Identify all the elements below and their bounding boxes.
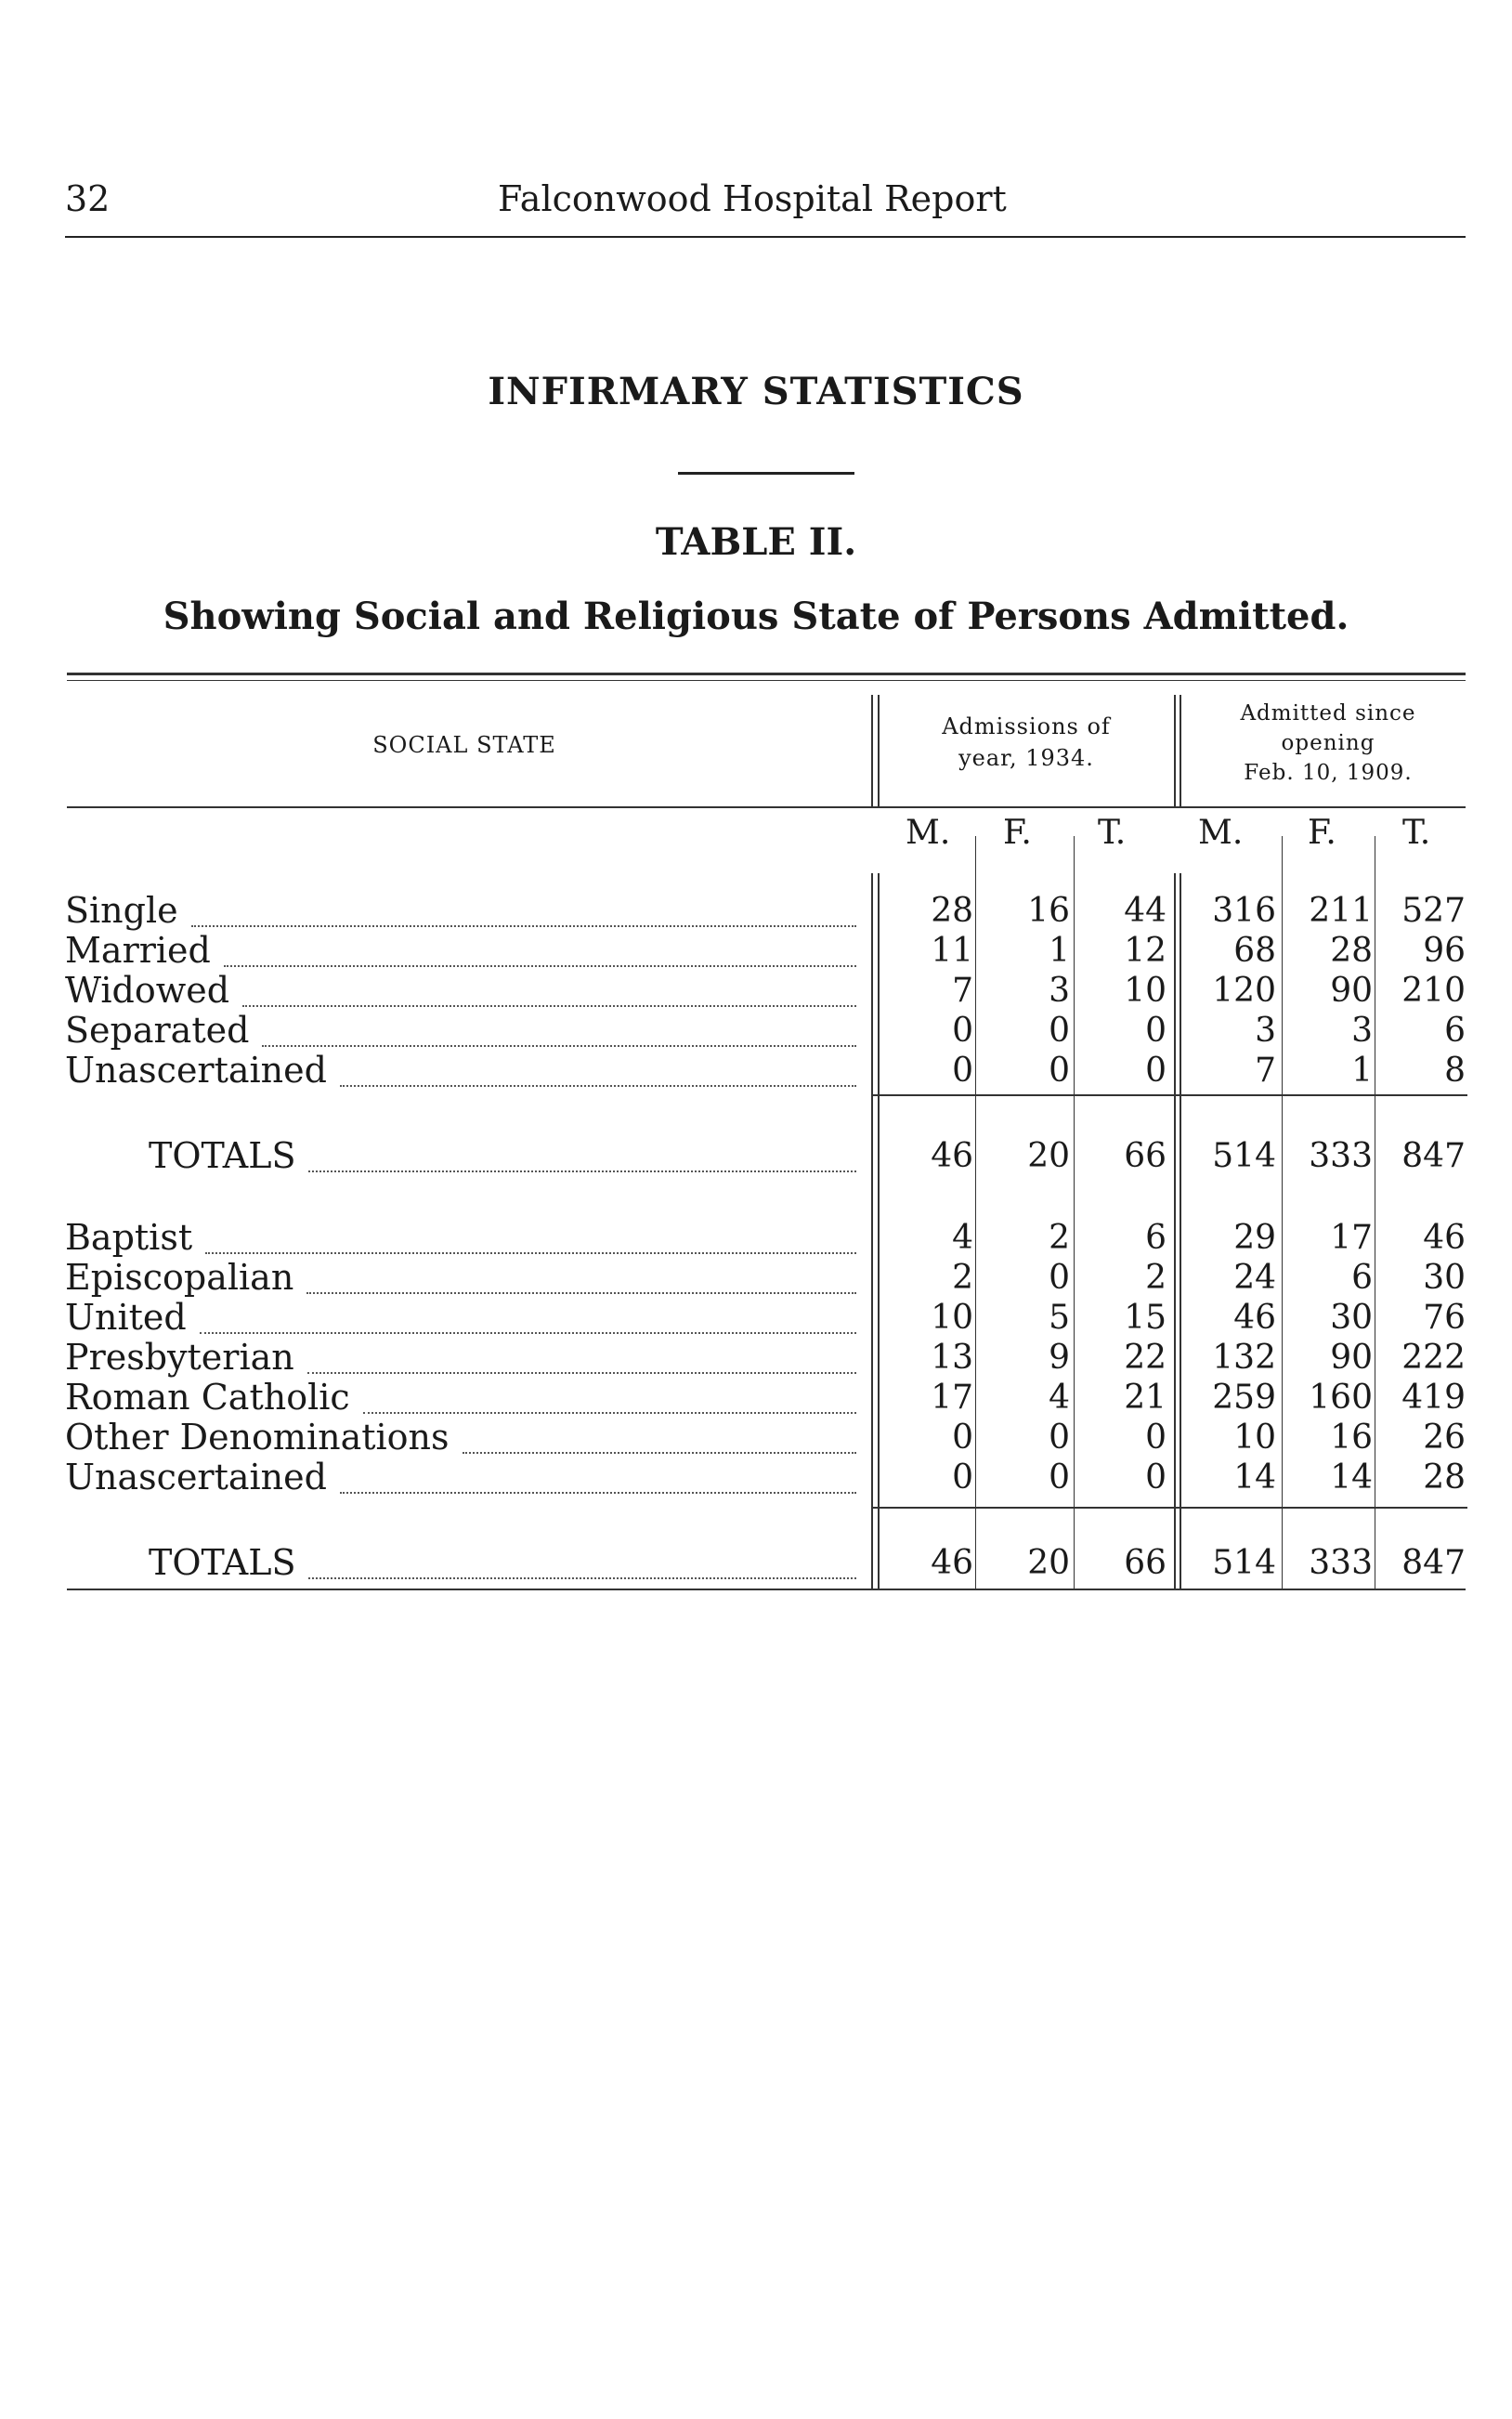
table-cell: 68	[1233, 932, 1276, 970]
dot-leader	[308, 1577, 856, 1579]
table-cell: 2	[952, 1259, 973, 1297]
table-cell: 259	[1212, 1379, 1276, 1417]
col-head-f: F.	[1308, 814, 1336, 852]
row-label: Other Denominations	[65, 1417, 450, 1458]
table-cell: 7	[1255, 1052, 1276, 1090]
table-cell: 21	[1124, 1379, 1167, 1417]
row-label: United	[65, 1297, 187, 1338]
dot-leader	[205, 1252, 856, 1254]
table-cell: 2	[1145, 1259, 1167, 1297]
group-divider-2	[1180, 695, 1181, 806]
row-label: Widowed	[65, 970, 230, 1011]
col-head-m: M.	[1198, 814, 1244, 852]
table-cell: 333	[1309, 1137, 1373, 1175]
table-cell: 132	[1212, 1339, 1276, 1377]
table-cell: 8	[1444, 1052, 1466, 1090]
col-rule	[1282, 836, 1283, 1589]
table-cell: 96	[1423, 932, 1466, 970]
dot-leader	[191, 925, 856, 927]
table-cell: 0	[1145, 1012, 1167, 1050]
col-rule	[1074, 836, 1075, 1589]
group2-header: Admitted since opening Feb. 10, 1909.	[1240, 701, 1416, 786]
group1-header: Admissions of year, 1934.	[942, 713, 1111, 771]
col-head-f: F.	[1003, 814, 1032, 852]
table-cell: 0	[952, 1419, 973, 1457]
table-cell: 316	[1212, 892, 1276, 930]
table-cell: 2	[1049, 1219, 1070, 1257]
row-label: Single	[65, 890, 178, 931]
dot-leader	[306, 1292, 856, 1294]
col-head-t: T.	[1098, 814, 1127, 852]
table-cell: 26	[1423, 1419, 1466, 1457]
table-cell: 12	[1124, 932, 1167, 970]
table-cell: 514	[1212, 1137, 1276, 1175]
table-cell: 17	[1330, 1219, 1373, 1257]
table-cell: 0	[1049, 1419, 1070, 1457]
table-cell: 211	[1309, 892, 1373, 930]
row-label: Baptist	[65, 1217, 193, 1258]
table-cell: 333	[1309, 1544, 1373, 1582]
table-cell: 90	[1330, 972, 1373, 1010]
table-title: TABLE II.	[655, 520, 857, 564]
table-cell: 0	[1145, 1458, 1167, 1497]
table-cell: 0	[1049, 1458, 1070, 1497]
table-cell: 1	[1351, 1052, 1373, 1090]
table-cell: 1	[1049, 932, 1070, 970]
table-cell: 160	[1309, 1379, 1373, 1417]
table-cell: 6	[1351, 1259, 1373, 1297]
table-cell: 22	[1124, 1339, 1167, 1377]
table-cell: 16	[1330, 1419, 1373, 1457]
subtotal-rule	[873, 1094, 1467, 1096]
table-cell: 6	[1444, 1012, 1466, 1050]
table-cell: 4	[952, 1219, 973, 1257]
table-cell: 0	[1049, 1052, 1070, 1090]
table-subtitle: Showing Social and Religious State of Persons Admitted.	[163, 595, 1349, 638]
table-cell: 222	[1401, 1339, 1466, 1377]
table-cell: 847	[1401, 1137, 1466, 1175]
table-cell: 4	[1049, 1379, 1070, 1417]
stub-divider-body	[871, 873, 873, 1589]
running-title: Falconwood Hospital Report	[498, 178, 1007, 219]
col-rule	[975, 836, 976, 1589]
table-cell: 7	[952, 972, 973, 1010]
table-cell: 120	[1212, 972, 1276, 1010]
table-cell: 10	[1124, 972, 1167, 1010]
table-cell: 46	[931, 1544, 973, 1582]
table-cell: 90	[1330, 1339, 1373, 1377]
table-cell: 0	[952, 1012, 973, 1050]
table-cell: 28	[1423, 1458, 1466, 1497]
header-rule	[65, 236, 1466, 238]
stub-divider-2	[878, 695, 880, 806]
table-cell: 30	[1423, 1259, 1466, 1297]
col-head-t: T.	[1402, 814, 1431, 852]
table-cell: 14	[1330, 1458, 1373, 1497]
table-cell: 28	[931, 892, 973, 930]
table-cell: 29	[1233, 1219, 1276, 1257]
subtotal-rule-2	[873, 1507, 1467, 1509]
header-bottom-rule	[67, 806, 1466, 808]
table-cell: 6	[1145, 1219, 1167, 1257]
stub-divider	[871, 695, 873, 806]
page-number: 32	[65, 178, 111, 219]
table-cell: 13	[931, 1339, 973, 1377]
table-cell: 210	[1401, 972, 1466, 1010]
table-cell: 3	[1049, 972, 1070, 1010]
col-head-m: M.	[906, 814, 951, 852]
totals-label: TOTALS	[149, 1542, 296, 1583]
dot-leader	[340, 1085, 856, 1087]
dot-leader	[308, 1170, 856, 1172]
title-divider	[678, 472, 854, 475]
totals-label: TOTALS	[149, 1135, 296, 1176]
table-cell: 16	[1027, 892, 1070, 930]
table-cell: 15	[1124, 1299, 1167, 1337]
section-title: INFIRMARY STATISTICS	[488, 370, 1024, 413]
table-cell: 0	[1049, 1012, 1070, 1050]
row-label: Unascertained	[65, 1050, 327, 1091]
row-label: Episcopalian	[65, 1257, 294, 1298]
table-cell: 66	[1124, 1544, 1167, 1582]
table-cell: 5	[1049, 1299, 1070, 1337]
table-cell: 20	[1027, 1544, 1070, 1582]
table-cell: 9	[1049, 1339, 1070, 1377]
table-cell: 46	[931, 1137, 973, 1175]
table-cell: 20	[1027, 1137, 1070, 1175]
table-bottom-rule	[67, 1589, 1466, 1590]
table-cell: 17	[931, 1379, 973, 1417]
row-label: Married	[65, 930, 211, 971]
group-divider-body	[1174, 873, 1176, 1589]
table-cell: 46	[1233, 1299, 1276, 1337]
table-cell: 76	[1423, 1299, 1466, 1337]
table-cell: 28	[1330, 932, 1373, 970]
stub-header: SOCIAL STATE	[372, 732, 556, 758]
table-top-rule	[67, 673, 1466, 675]
dot-leader	[463, 1452, 856, 1454]
group-divider	[1174, 695, 1176, 806]
table-cell: 0	[952, 1458, 973, 1497]
table-cell: 24	[1233, 1259, 1276, 1297]
table-cell: 3	[1255, 1012, 1276, 1050]
dot-leader	[307, 1372, 856, 1374]
row-label: Presbyterian	[65, 1337, 294, 1378]
table-top-rule-thin	[67, 680, 1466, 681]
group-divider-body-2	[1180, 873, 1181, 1589]
row-label: Unascertained	[65, 1457, 327, 1497]
table-cell: 11	[931, 932, 973, 970]
table-cell: 10	[1233, 1419, 1276, 1457]
row-label: Separated	[65, 1010, 250, 1051]
table-cell: 0	[1145, 1052, 1167, 1090]
stub-divider-body-2	[878, 873, 880, 1589]
dot-leader	[363, 1412, 856, 1414]
table-cell: 14	[1233, 1458, 1276, 1497]
table-cell: 419	[1401, 1379, 1466, 1417]
table-cell: 0	[1145, 1419, 1167, 1457]
table-cell: 0	[1049, 1259, 1070, 1297]
table-cell: 10	[931, 1299, 973, 1337]
dot-leader	[262, 1045, 856, 1047]
dot-leader	[242, 1005, 856, 1007]
table-cell: 3	[1351, 1012, 1373, 1050]
table-cell: 44	[1124, 892, 1167, 930]
dot-leader	[200, 1332, 856, 1334]
table-cell: 66	[1124, 1137, 1167, 1175]
dot-leader	[224, 965, 856, 967]
table-cell: 527	[1401, 892, 1466, 930]
table-cell: 0	[952, 1052, 973, 1090]
dot-leader	[340, 1492, 856, 1494]
table-cell: 847	[1401, 1544, 1466, 1582]
table-cell: 514	[1212, 1544, 1276, 1582]
table-cell: 46	[1423, 1219, 1466, 1257]
table-cell: 30	[1330, 1299, 1373, 1337]
row-label: Roman Catholic	[65, 1377, 350, 1418]
